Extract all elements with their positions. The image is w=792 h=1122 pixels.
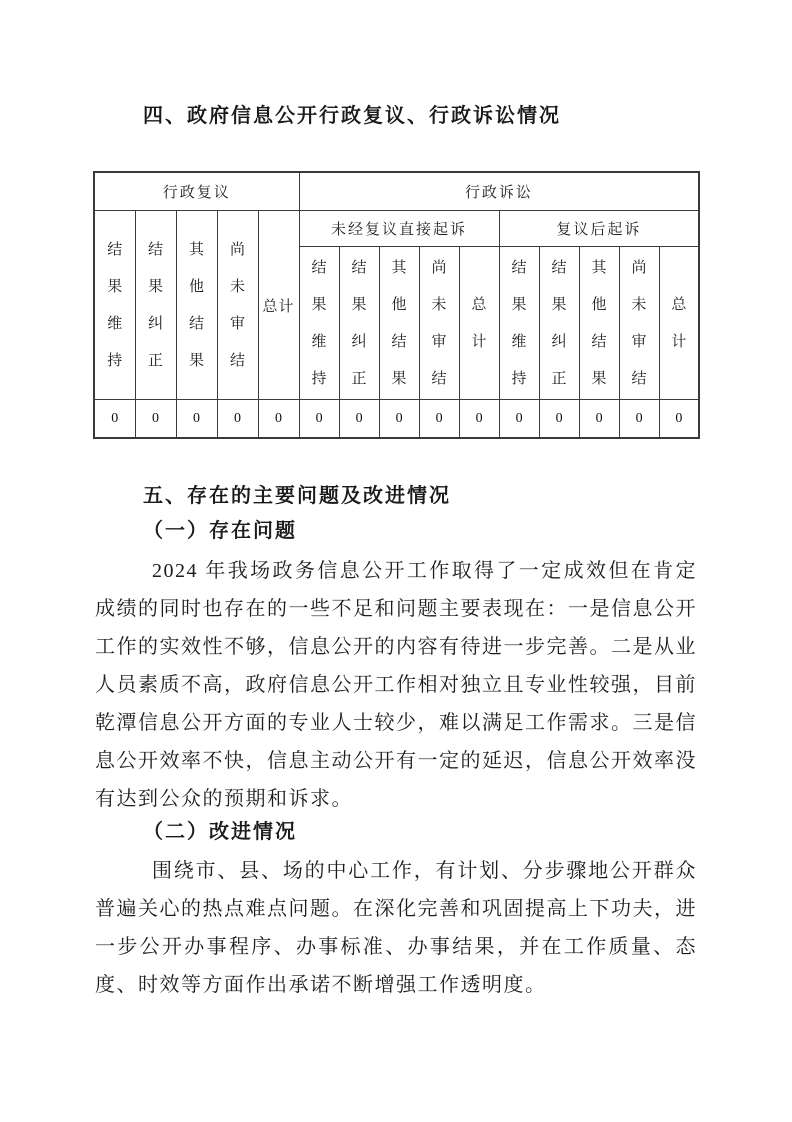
value-cell: 0 bbox=[579, 400, 619, 439]
column-label: 其他结果 bbox=[591, 259, 607, 388]
value-cell: 0 bbox=[499, 400, 539, 439]
value-cell: 0 bbox=[299, 400, 339, 439]
review-column-other-result bbox=[176, 211, 217, 400]
after-suit-column-other-result bbox=[579, 247, 619, 400]
section4-title: 四、政府信息公开行政复议、行政诉讼情况 bbox=[143, 105, 561, 127]
column-label: 总计 bbox=[471, 296, 487, 351]
paragraph-existing-problems: 2024 年我场政务信息公开工作取得了一定成效但在肯定成绩的同时也存在的一些不足和问题主要表现在：一是信息公开工作的实效性不够，信息公开的内容有待进一步完善。二是从业人员素质不高，政府信息公开工作相对独立且专业性较强，目前乾潭信息公开方面的专业人士较少，难以满足工作需求。三是信息公开效率不快，信息主动公开有一定的延迟，信息公开效率没有达到公众的预期和诉求。 bbox=[95, 560, 697, 810]
column-label: 尚未审结 bbox=[631, 259, 647, 388]
direct-suit-column-result-upheld bbox=[299, 247, 339, 400]
table-group-header-row bbox=[94, 172, 699, 211]
column-label: 其他结果 bbox=[391, 259, 407, 388]
value-cell: 0 bbox=[217, 400, 258, 439]
direct-suit-column-total bbox=[459, 247, 499, 400]
direct-suit-column-result-corrected bbox=[339, 247, 379, 400]
direct-suit-column-other-result bbox=[379, 247, 419, 400]
value-cell: 0 bbox=[379, 400, 419, 439]
column-label: 其他结果 bbox=[188, 241, 204, 369]
value-cell: 0 bbox=[619, 400, 659, 439]
table-value-row bbox=[94, 400, 699, 439]
after-suit-column-pending bbox=[619, 247, 659, 400]
column-label: 结果纠正 bbox=[351, 259, 367, 388]
after-suit-column-total bbox=[659, 247, 699, 400]
direct-suit-column-pending bbox=[419, 247, 459, 400]
column-label: 尚未审结 bbox=[431, 259, 447, 388]
paragraph-improvements: 围绕市、县、场的中心工作，有计划、分步骤地公开群众普遍关心的热点难点问题。在深化完善和巩固提高上下功夫，进一步公开办事程序、办事标准、办事结果，并在工作质量、态度、时效等方面作出承诺不断增强工作透明度。 bbox=[95, 860, 697, 996]
review-column-pending bbox=[217, 211, 258, 400]
column-label: 结果维持 bbox=[511, 259, 527, 388]
column-label: 结果维持 bbox=[311, 259, 327, 388]
review-column-result-upheld bbox=[94, 211, 135, 400]
group-header-review: 行政复议 bbox=[94, 172, 299, 211]
subgroup-direct-suit: 未经复议直接起诉 bbox=[299, 211, 499, 247]
after-suit-column-result-upheld bbox=[499, 247, 539, 400]
column-label: 总计 bbox=[671, 296, 687, 351]
value-cell: 0 bbox=[135, 400, 176, 439]
review-column-result-corrected bbox=[135, 211, 176, 400]
review-column-total: 总计 bbox=[258, 211, 299, 400]
value-cell: 0 bbox=[339, 400, 379, 439]
table-subgroup-header-row bbox=[94, 211, 699, 247]
value-cell: 0 bbox=[176, 400, 217, 439]
subsection1-title: （一）存在问题 bbox=[143, 520, 297, 542]
column-label: 结果维持 bbox=[107, 241, 123, 369]
admin-review-litigation-table bbox=[93, 171, 700, 439]
value-cell: 0 bbox=[419, 400, 459, 439]
value-cell: 0 bbox=[539, 400, 579, 439]
column-label: 结果纠正 bbox=[551, 259, 567, 388]
value-cell: 0 bbox=[258, 400, 299, 439]
value-cell: 0 bbox=[459, 400, 499, 439]
group-header-litigation: 行政诉讼 bbox=[299, 172, 699, 211]
subsection2-title: （二）改进情况 bbox=[143, 821, 297, 843]
section5-title: 五、存在的主要问题及改进情况 bbox=[143, 485, 451, 507]
subgroup-after-review-suit: 复议后起诉 bbox=[499, 211, 699, 247]
after-suit-column-result-corrected bbox=[539, 247, 579, 400]
value-cell: 0 bbox=[94, 400, 135, 439]
column-label: 结果纠正 bbox=[147, 241, 163, 369]
column-label: 尚未审结 bbox=[229, 241, 245, 369]
value-cell: 0 bbox=[659, 400, 699, 439]
